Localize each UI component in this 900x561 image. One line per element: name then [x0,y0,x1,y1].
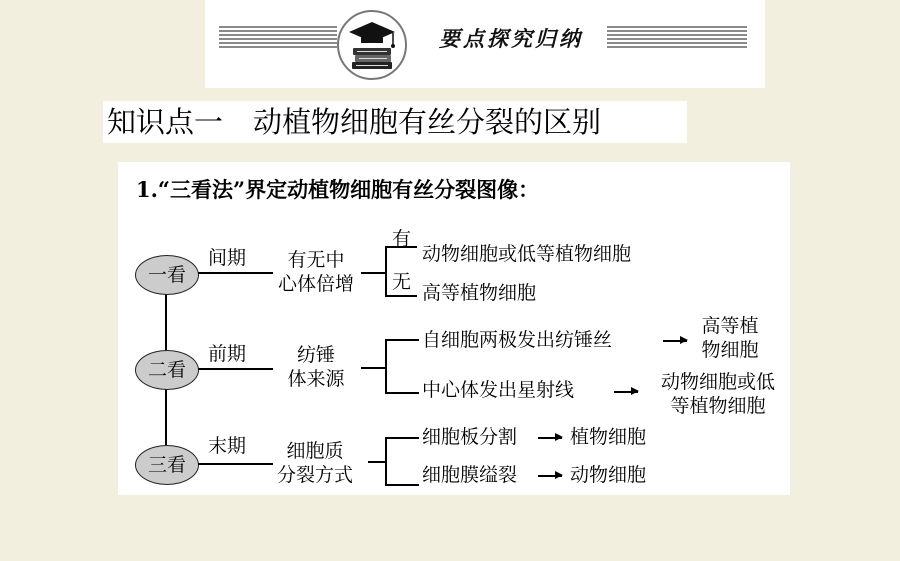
bracket-line [385,437,387,485]
bracket-line [385,339,387,393]
bracket-line [385,339,419,341]
result-text: 动物细胞 [570,464,647,486]
panel-title: 1.“三看法”界定动植物细胞有丝分裂图像： [136,177,540,202]
criterion-line1: 有无中 [287,249,345,271]
result-text: 植物细胞 [570,426,647,448]
criterion-line2: 分裂方式 [276,464,353,486]
connector-line [165,387,167,445]
criterion-line1: 细胞质 [286,440,344,462]
connector-line [165,292,167,354]
result-text: 高等植物细胞 [422,282,537,304]
banner-title: 要点探究归纳 [439,26,583,51]
section-heading [103,101,687,143]
banner-stripes-right [607,26,747,50]
criterion-line2: 心体倍增 [277,273,354,295]
connector-line [198,368,273,370]
arrow-icon [614,391,638,393]
arrow-icon [663,340,687,342]
result-text: 等植物细胞 [670,395,766,417]
arrow-icon [538,437,562,439]
branch-text: 细胞板分割 [422,426,518,448]
look-2-ellipse: 二看 [135,350,199,390]
branch-label-yes: 有 [392,228,412,250]
criterion-line2: 体来源 [287,368,345,390]
connector-line [368,461,385,463]
criterion-line1: 纺锤 [296,344,335,366]
connector-line [198,463,273,465]
diagram-panel [118,162,790,495]
look-3-ellipse: 三看 [135,445,199,485]
stage-label: 间期 [208,247,247,269]
connector-line [198,272,273,274]
branch-text: 细胞膜缢裂 [422,464,518,486]
result-text: 高等植 [701,315,759,337]
section-text: 动植物细胞有丝分裂的区别 [253,105,602,139]
header-banner [205,0,765,88]
result-text: 动物细胞或低等植物细胞 [422,243,632,265]
section-title [107,103,601,141]
branch-text: 自细胞两极发出纺锤丝 [422,329,613,351]
connector-line [361,367,385,369]
stage-label: 前期 [208,343,247,365]
section-prefix: 知识点一 [107,105,224,139]
result-text: 动物细胞或低 [660,371,775,393]
branch-text: 中心体发出星射线 [422,379,575,401]
arrow-icon [538,475,562,477]
branch-label-no: 无 [392,271,412,293]
stage-label: 末期 [208,435,247,457]
connector-line [361,272,385,274]
bracket-line [385,484,419,486]
result-text: 物细胞 [701,339,759,361]
bracket-line [385,392,419,394]
look-1-ellipse: 一看 [135,255,199,295]
graduation-cap-books-icon [337,10,407,80]
banner-stripes-left [219,26,337,50]
bracket-line [385,437,419,439]
bracket-line [385,295,417,297]
bracket-line [385,246,387,296]
